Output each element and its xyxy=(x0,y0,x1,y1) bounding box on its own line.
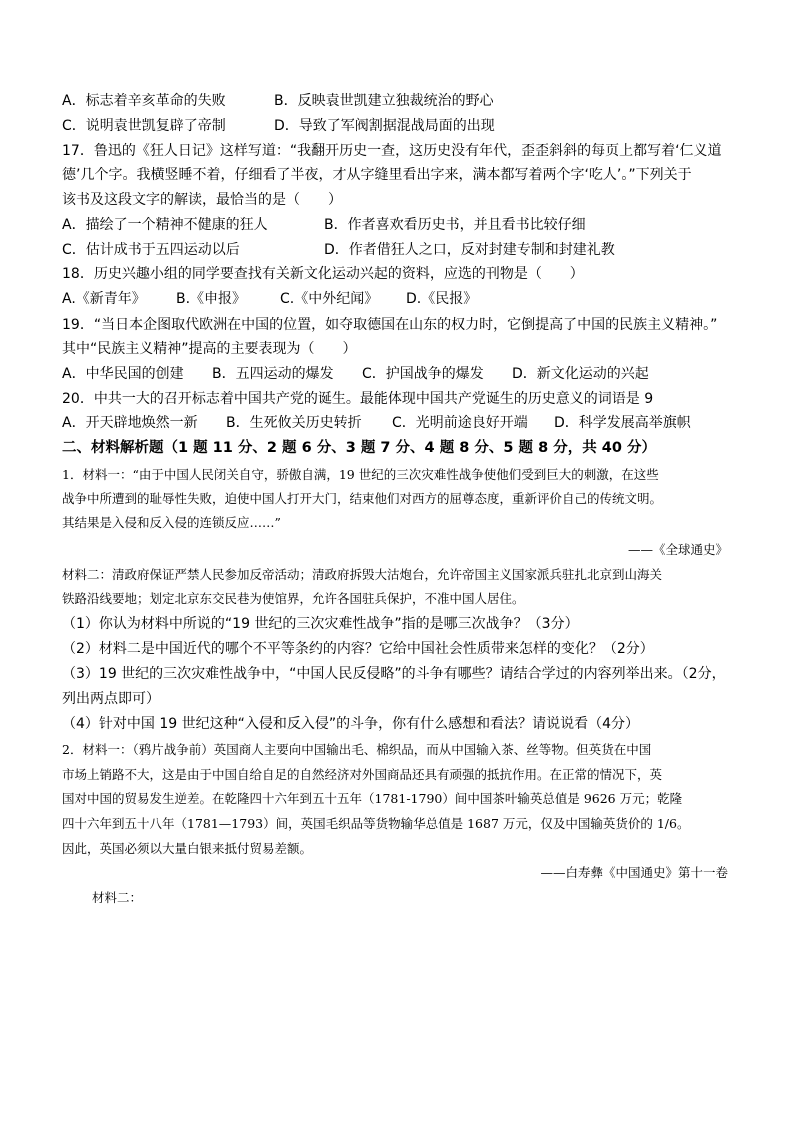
q19-option-b: B．五四运动的爆发 xyxy=(212,366,334,382)
m2-material1-line5: 因此，英国必须以大量白银来抵付贸易差额。 xyxy=(62,841,313,856)
q20-option-b: B．生死攸关历史转折 xyxy=(226,415,362,431)
q18-option-d: D.《民报》 xyxy=(406,291,478,307)
m1-source: ——《全球通史》 xyxy=(627,542,728,557)
m2-source: ——白寿彝《中国通史》第十一卷 xyxy=(540,865,728,880)
q19-option-a: A．中华民国的创建 xyxy=(62,366,184,382)
q17-option-c: C．估计成书于五四运动以后 xyxy=(62,242,240,258)
q18-stem: 18．历史兴趣小组的同学要查找有关新文化运动兴起的资料，应选的刊物是（ ） xyxy=(62,266,584,282)
m1-subquestion-2: （2）材料二是中国近代的哪个不平等条约的内容？它给中国社会性质带来怎样的变化？（2分） xyxy=(62,641,654,657)
q17-stem-line3: 该书及这段文字的解读，最恰当的是（ ） xyxy=(62,192,342,208)
m1-subquestion-3-line1: （3）19 世纪的三次灾难性战争中，“中国人民反侵略”的斗争有哪些？请结合学过的内容列举出来。（2分， xyxy=(62,666,726,682)
m1-subquestion-4: （4）针对中国 19 世纪这种“入侵和反入侵”的斗争，你有什么感想和看法？请说说看（4分） xyxy=(62,716,640,732)
m1-material1-line2: 战争中所遭到的耻辱性失败，迫使中国人打开大门，结束他们对西方的屈尊态度，重新评价自己的传统文明。 xyxy=(62,491,663,506)
q19-stem-line2: 其中“民族主义精神”提高的主要表现为（ ） xyxy=(62,341,357,357)
q17-option-a: A．描绘了一个精神不健康的狂人 xyxy=(62,217,268,233)
q19-option-d: D．新文化运动的兴起 xyxy=(512,366,649,382)
q16-option-c: C．说明袁世凯复辟了帝制 xyxy=(62,118,226,134)
m2-material1-line1: 2．材料一：（鸦片战争前）英国商人主要向中国输出毛、棉织品，而从中国输入茶、丝等物。但英货在中国 xyxy=(62,742,652,757)
q20-stem: 20．中共一大的召开标志着中国共产党的诞生。最能体现中国共产党诞生的历史意义的词语是 9 xyxy=(62,391,654,407)
m1-material2-line2: 铁路沿线要地；划定北京东交民巷为使馆界，允许各国驻兵保护，不准中国人居住。 xyxy=(62,591,525,606)
q18-option-c: C.《中外纪闻》 xyxy=(280,291,379,307)
m2-material1-line4: 四十六年到五十八年（1781—1793）间，英国毛织品等货物输华总值是 1687 万元，仅及中国输英货价的 1/6。 xyxy=(62,816,690,831)
q18-option-a: A.《新青年》 xyxy=(62,291,146,307)
m2-material1-line2: 市场上销路不大，这是由于中国自给自足的自然经济对外国商品还具有顽强的抵抗作用。在正常的情况下，英 xyxy=(62,767,663,782)
m1-subquestion-3-line2: 列出两点即可） xyxy=(62,691,160,707)
q20-option-d: D．科学发展高举旗帜 xyxy=(554,415,691,431)
q19-option-c: C．护国战争的爆发 xyxy=(362,366,484,382)
m1-material1-line1: 1．材料一：“由于中国人民闭关自守，骄傲自满，19 世纪的三次灾难性战争使他们受到巨大的刺激，在这些 xyxy=(62,467,659,482)
q20-option-c: C．光明前途良好开端 xyxy=(392,415,528,431)
q16-option-a: A．标志着辛亥革命的失败 xyxy=(62,93,226,109)
m1-material1-line3: 其结果是入侵和反入侵的连锁反应……” xyxy=(62,515,281,530)
m2-material1-line3: 国对中国的贸易发生逆差。在乾隆四十六年到五十五年（1781-1790）间中国茶叶输英总值是 9626 万元；乾隆 xyxy=(62,791,683,806)
q17-stem-line1: 17．鲁迅的《狂人日记》这样写道：“我翻开历史一查，这历史没有年代，歪歪斜斜的每页上都写着‘仁义道 xyxy=(62,143,722,159)
q16-option-b: B．反映袁世凯建立独裁统治的野心 xyxy=(274,93,494,109)
m1-material2-line1: 材料二：清政府保证严禁人民参加反帝活动；清政府拆毁大沽炮台，允许帝国主义国家派兵驻扎北京到山海关 xyxy=(62,567,663,582)
q18-option-b: B.《申报》 xyxy=(176,291,247,307)
section-heading: 二、材料解析题（1 题 11 分、2 题 6 分、3 题 7 分、4 题 8 分、5 题 8 分，共 40 分） xyxy=(62,440,656,456)
q16-option-d: D．导致了军阀割据混战局面的出现 xyxy=(274,118,495,134)
m1-subquestion-1: （1）你认为材料中所说的“19 世纪的三次灾难性战争”指的是哪三次战争？（3分） xyxy=(62,616,579,632)
m2-material2-label: 材料二： xyxy=(92,890,143,905)
q17-stem-line2: 德’几个字。我横竖睡不着，仔细看了半夜，才从字缝里看出字来，满本都写着两个字‘吃人’。”下列关于 xyxy=(62,167,692,183)
q19-stem-line1: 19．“当日本企图取代欧洲在中国的位置，如夺取德国在山东的权力时，它倒提高了中国的民族主义精神。” xyxy=(62,317,718,333)
q17-option-b: B．作者喜欢看历史书，并且看书比较仔细 xyxy=(324,217,586,233)
q20-option-a: A．开天辟地焕然一新 xyxy=(62,415,198,431)
q17-option-d: D．作者借狂人之口，反对封建专制和封建礼教 xyxy=(324,242,615,258)
